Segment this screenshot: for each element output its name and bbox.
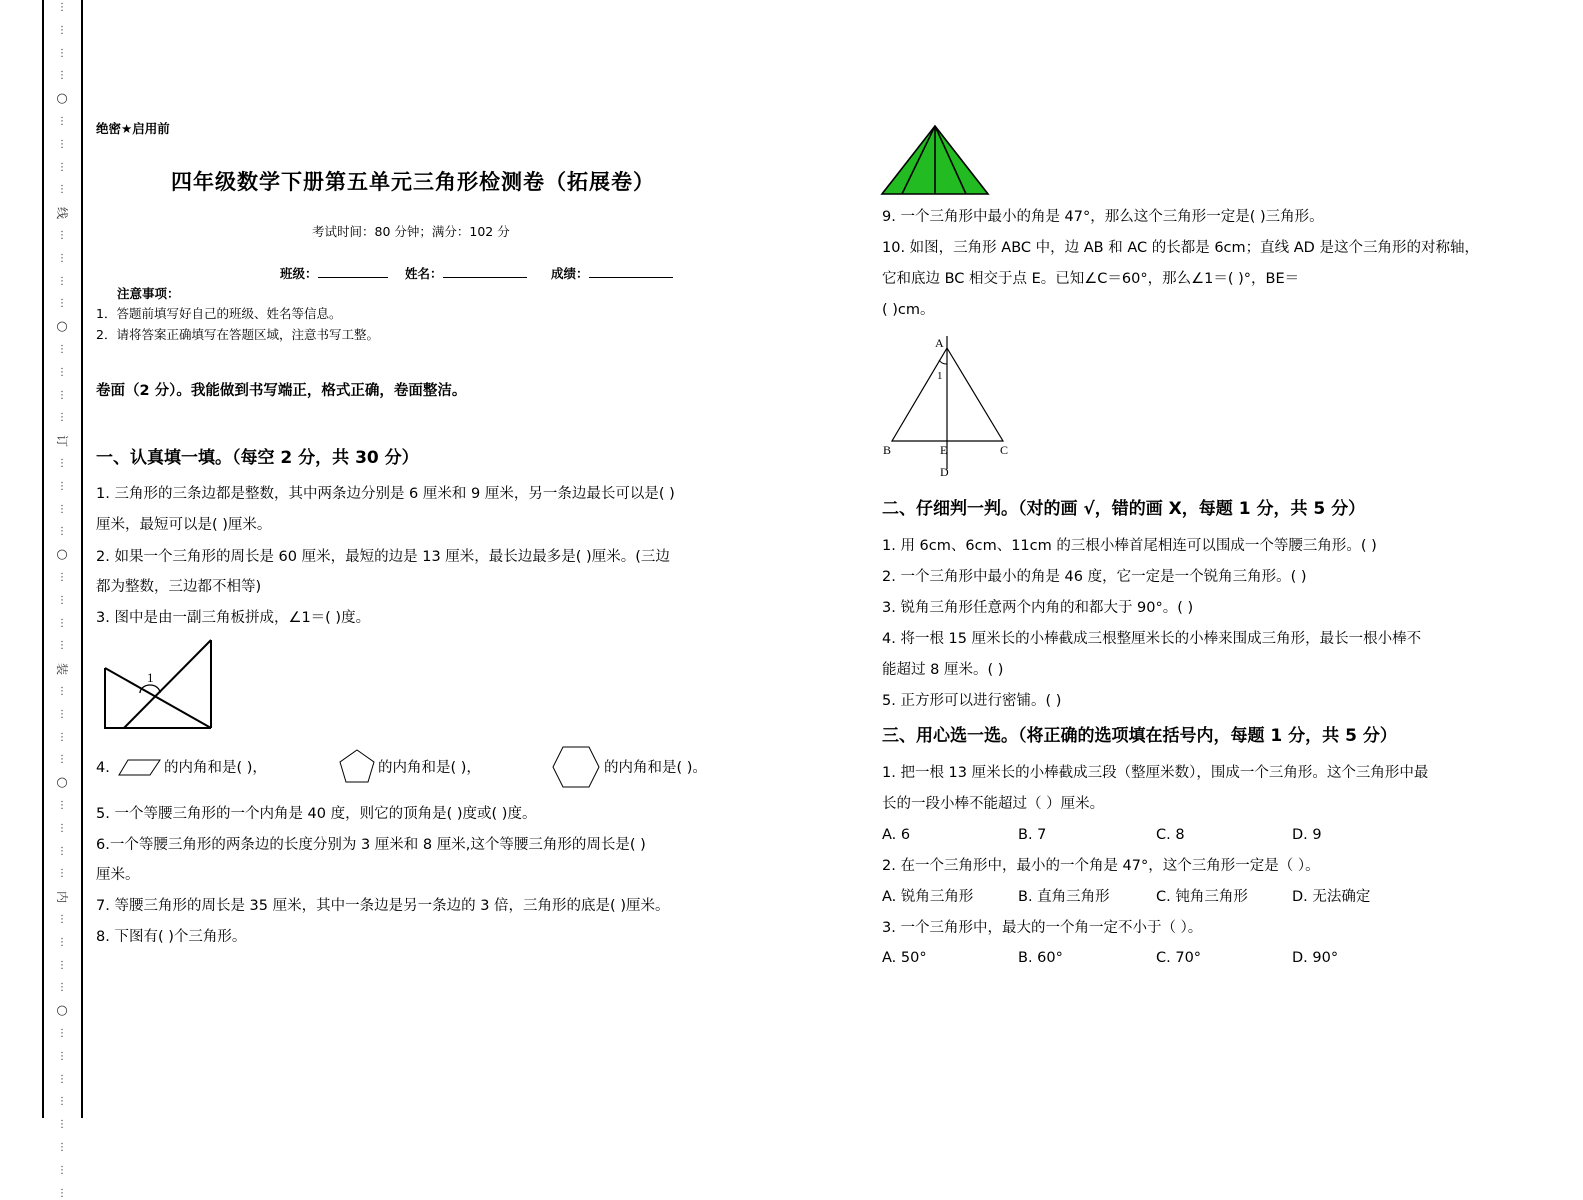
label-angle-1: 1	[937, 370, 943, 382]
q10-line2: 它和底边 BC 相交于点 E。已知∠C＝60°，那么∠1＝( )°，BE＝	[882, 271, 1300, 287]
s3-q3-option-a: A. 50°	[882, 950, 927, 966]
section1-heading: 一、认真填一填。（每空 2 分，共 30 分）	[96, 448, 419, 468]
dotted-separator: ⋮	[57, 366, 67, 378]
s3-q2: 2. 在一个三角形中，最小的一个角是 47°，这个三角形一定是（ ）。	[882, 858, 1320, 874]
binding-line-right	[81, 0, 83, 1118]
dotted-separator: ⋮	[57, 1142, 67, 1153]
binding-char: 线	[55, 207, 69, 220]
s3-q2-option-a: A. 锐角三角形	[882, 889, 974, 905]
label-a: A	[935, 336, 944, 350]
dotted-separator: ⋮	[57, 252, 67, 264]
s2-item-4-line2: 能超过 8 厘米。( )	[882, 662, 1004, 678]
angle-1-label: 1	[147, 670, 154, 685]
dotted-separator: ⋮	[57, 959, 67, 971]
s3-q1-option-c: C. 8	[1156, 827, 1185, 843]
s3-q1-line2: 长的一段小棒不能超过（ ）厘米。	[882, 796, 1105, 812]
dotted-separator: ⋮	[57, 1119, 67, 1131]
s2-item-1: 1. 用 6cm、6cm、11cm 的三根小棒首尾相连可以围成一个等腰三角形。( )	[882, 538, 1377, 554]
name-input-line[interactable]	[443, 263, 527, 278]
dotted-separator: ⋮	[57, 914, 67, 925]
binding-circle-icon: ○	[56, 547, 68, 563]
dotted-separator: ⋮	[57, 116, 67, 127]
class-label: 班级：	[280, 266, 318, 281]
score-input-line[interactable]	[589, 263, 673, 278]
q10-line3: ( )cm。	[882, 302, 935, 318]
dotted-separator: ⋮	[57, 412, 67, 424]
dotted-separator: ⋮	[57, 1073, 67, 1085]
binding-line-left	[42, 0, 44, 1118]
neatness-note: 卷面（2 分）。我能做到书写端正，格式正确，卷面整洁。	[96, 383, 467, 399]
binding-circle-icon: ○	[56, 91, 68, 107]
dotted-separator: ⋮	[57, 1164, 67, 1176]
dotted-separator: ⋮	[57, 845, 67, 857]
class-field[interactable]	[280, 263, 388, 284]
dotted-separator: ⋮	[57, 936, 67, 948]
s3-q3-option-b: B. 60°	[1018, 950, 1063, 966]
s2-item-4-line1: 4. 将一根 15 厘米长的小棒截成三根整厘米长的小棒来围成三角形，最长一根小棒不	[882, 631, 1422, 647]
binding-char: 装	[55, 663, 69, 676]
hexagon-icon	[551, 745, 601, 789]
set-square-figure	[100, 638, 216, 733]
dotted-separator: ⋮	[57, 503, 67, 515]
s2-item-5: 5. 正方形可以进行密铺。( )	[882, 693, 1062, 709]
dotted-separator: ⋮	[57, 161, 67, 173]
s3-q1-option-b: B. 7	[1018, 827, 1047, 843]
dotted-separator: ⋮	[57, 526, 67, 538]
dotted-separator: ⋮	[57, 138, 67, 150]
label-c: C	[1000, 443, 1009, 457]
dotted-separator: ⋮	[57, 800, 67, 811]
s3-q2-option-d: D. 无法确定	[1292, 889, 1371, 905]
section2-heading: 二、仔细判一判。（对的画 √，错的画 X，每题 1 分，共 5 分）	[882, 499, 1366, 519]
dotted-separator: ⋮	[57, 344, 67, 355]
binding-char: 订	[55, 435, 69, 448]
s1-q6-line1: 6.一个等腰三角形的两条边的长度分别为 3 厘米和 8 厘米,这个等腰三角形的周长是( )	[96, 837, 646, 853]
name-label: 姓名：	[405, 266, 443, 281]
s3-q3-option-c: C. 70°	[1156, 950, 1202, 966]
dotted-separator: ⋮	[57, 47, 67, 59]
s1-q3: 3. 图中是由一副三角板拼成，∠1＝( )度。	[96, 610, 371, 626]
dotted-separator: ⋮	[57, 868, 67, 880]
class-input-line[interactable]	[318, 263, 388, 278]
dotted-separator: ⋮	[57, 458, 67, 469]
binding-circle-icon: ○	[56, 775, 68, 791]
dotted-separator: ⋮	[57, 1028, 67, 1039]
confidential-label: 绝密★启用前	[96, 121, 170, 136]
s1-q2-line2: 都为整数，三边都不相等)	[96, 579, 262, 595]
dotted-separator: ⋮	[57, 572, 67, 583]
s1-q4-prefix: 4.	[96, 760, 110, 776]
dotted-separator: ⋮	[57, 275, 67, 287]
s3-q3-option-d: D. 90°	[1292, 950, 1339, 966]
dotted-separator: ⋮	[57, 70, 67, 82]
binding-marks	[50, 0, 74, 1199]
s1-q4-part1: 的内角和是( )，	[164, 760, 267, 776]
s2-item-3: 3. 锐角三角形任意两个内角的和都大于 90°。( )	[882, 600, 1194, 616]
name-field[interactable]	[405, 263, 527, 284]
section3-heading: 三、用心选一选。（将正确的选项填在括号内，每题 1 分，共 5 分）	[882, 726, 1397, 746]
page-title: 四年级数学下册第五单元三角形检测卷（拓展卷）	[171, 170, 655, 194]
dotted-separator: ⋮	[57, 640, 67, 652]
dotted-separator: ⋮	[57, 754, 67, 766]
dotted-separator: ⋮	[57, 389, 67, 401]
dotted-separator: ⋮	[57, 1050, 67, 1062]
s1-q4-part2: 的内角和是( )，	[378, 760, 481, 776]
note-1: 1．答题前填写好自己的班级、姓名等信息。	[96, 306, 342, 321]
q10-line1: 10. 如图，三角形 ABC 中，边 AB 和 AC 的长都是 6cm；直线 AD 是这个三角形的对称轴，	[882, 240, 1479, 256]
dotted-separator: ⋮	[57, 230, 67, 241]
note-2: 2．请将答案正确填写在答题区域，注意书写工整。	[96, 327, 379, 342]
s1-q2-line1: 2. 如果一个三角形的周长是 60 厘米，最短的边是 13 厘米，最长边最多是( )厘米。(三边	[96, 549, 670, 565]
dotted-separator: ⋮	[57, 594, 67, 606]
dotted-separator: ⋮	[57, 822, 67, 834]
s1-q1-line1: 1. 三角形的三条边都是整数，其中两条边分别是 6 厘米和 9 厘米，另一条边最长可以是( )	[96, 486, 675, 502]
dotted-separator: ⋮	[57, 617, 67, 629]
dotted-separator: ⋮	[57, 184, 67, 196]
green-triangle-figure	[880, 124, 990, 198]
s1-q5: 5. 一个等腰三角形的一个内角是 40 度，则它的顶角是( )度或( )度。	[96, 806, 537, 822]
s3-q3: 3. 一个三角形中，最大的一个角一定不小于（ ）。	[882, 920, 1203, 936]
binding-char: 内	[55, 891, 69, 904]
dotted-separator: ⋮	[57, 1096, 67, 1108]
s1-q4-part3: 的内角和是( )。	[604, 760, 707, 776]
dotted-separator: ⋮	[57, 2, 67, 13]
s2-item-2: 2. 一个三角形中最小的角是 46 度，它一定是一个锐角三角形。( )	[882, 569, 1307, 585]
dotted-separator: ⋮	[57, 982, 67, 994]
pentagon-icon	[338, 748, 376, 784]
dotted-separator: ⋮	[57, 1187, 67, 1199]
s3-q1-option-d: D. 9	[1292, 827, 1322, 843]
dotted-separator: ⋮	[57, 24, 67, 36]
exam-info: 考试时间：80 分钟；满分：102 分	[312, 224, 510, 239]
s3-q2-option-c: C. 钝角三角形	[1156, 889, 1248, 905]
score-label: 成绩：	[551, 266, 589, 281]
notes-title: 注意事项：	[117, 286, 180, 301]
s1-q7: 7. 等腰三角形的周长是 35 厘米，其中一条边是另一条边的 3 倍，三角形的底是( )厘米。	[96, 898, 670, 914]
q9: 9. 一个三角形中最小的角是 47°，那么这个三角形一定是( )三角形。	[882, 209, 1324, 225]
label-b: B	[883, 443, 892, 457]
dotted-separator: ⋮	[57, 731, 67, 743]
s1-q8: 8. 下图有( )个三角形。	[96, 929, 247, 945]
dotted-separator: ⋮	[57, 708, 67, 720]
s3-q2-option-b: B. 直角三角形	[1018, 889, 1110, 905]
s3-q1-line1: 1. 把一根 13 厘米长的小棒截成三段（整厘米数），围成一个三角形。这个三角形中最	[882, 765, 1429, 781]
s3-q1-option-a: A. 6	[882, 827, 911, 843]
s1-q1-line2: 厘米，最短可以是( )厘米。	[96, 517, 272, 533]
binding-circle-icon: ○	[56, 319, 68, 335]
dotted-separator: ⋮	[57, 480, 67, 492]
binding-strip	[0, 0, 82, 1199]
label-d: D	[940, 465, 949, 479]
dotted-separator: ⋮	[57, 686, 67, 697]
dotted-separator: ⋮	[57, 298, 67, 310]
score-field[interactable]	[551, 263, 673, 284]
binding-circle-icon: ○	[56, 1003, 68, 1019]
label-e: E	[940, 443, 948, 457]
s1-q6-line2: 厘米。	[96, 867, 140, 883]
parallelogram-icon	[118, 758, 162, 778]
triangle-abc-figure	[878, 334, 1018, 480]
